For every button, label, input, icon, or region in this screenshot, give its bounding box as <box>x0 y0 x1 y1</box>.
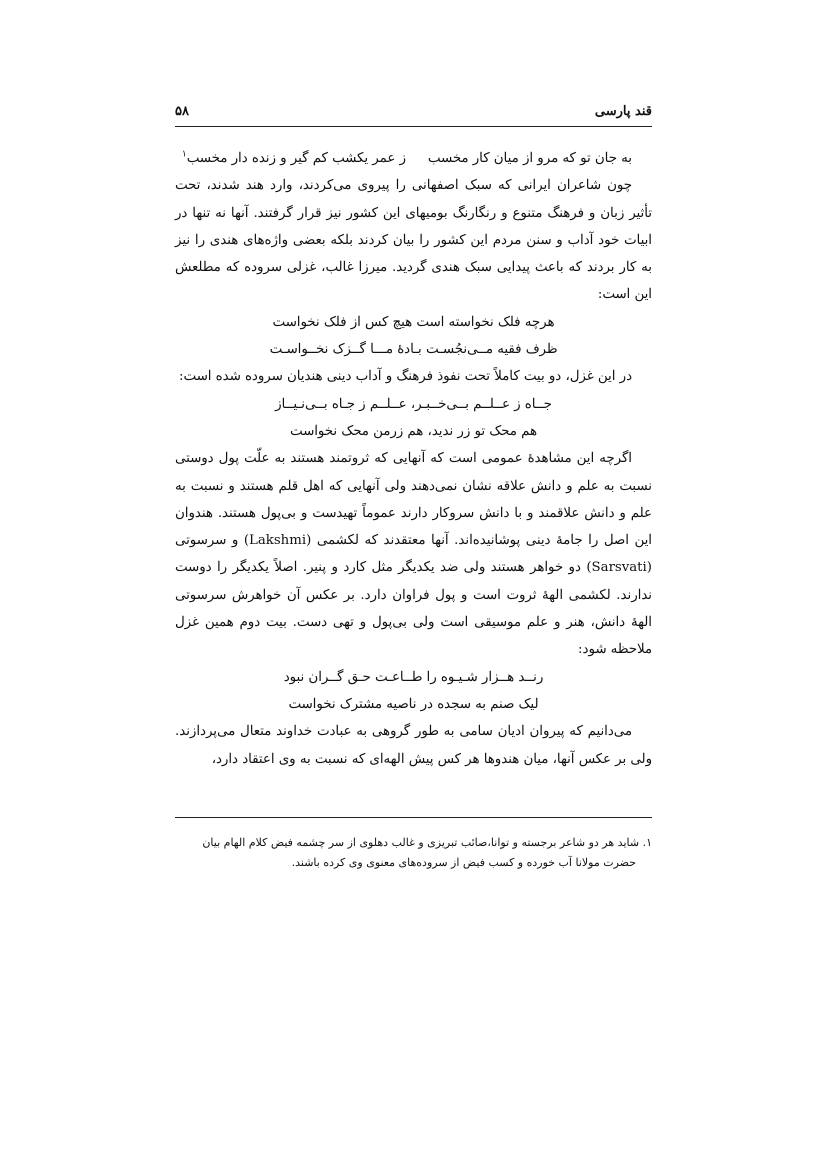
book-page <box>175 0 652 1169</box>
running-title: قند پارسی <box>594 104 652 119</box>
page-body <box>175 145 652 773</box>
footnote-rule <box>175 817 652 818</box>
paragraph-2: در این غزل، دو بیت کاملاً تحت نفوذ فرهنگ و آداب دینی هندیان سروده شده است: <box>179 369 632 385</box>
verse-1-line-1: هرچه فلک نخواسته است هیچ کس از فلک نخواست <box>272 314 555 330</box>
footnote-line-2: حضرت مولانا آب خورده و کسب فیض از سروده‌های معنوی وی کرده باشند. <box>291 856 636 869</box>
paragraph-4: می‌دانیم که پیروان ادیان سامی به طور گروهی به عبادت خداوند متعال می‌پردازند. ولی بر عکس آنها، میان هندوها هر کس پیش الهه‌ای که نسبت به وی اعتقاد دارد، <box>175 724 652 767</box>
verse-3-line-2: لیک صنم به سجده در ناصیه مشترک نخواست <box>288 696 539 712</box>
verse-3-line-1: رنــد هــزار شـیـوه را طــاعـت حـق گــران نبود <box>283 669 544 685</box>
footnote-marker[interactable]: ۱ <box>181 149 187 160</box>
paragraph-3: اگرچه این مشاهدهٔ عمومی است که آنهایی که ثروتمند هستند به علّت پول دوستی نسبت به علم و دانش علاقه نشان نمی‌دهند ولی آنهایی که اهل قلم هستند و نسبت به علم و دانش علاقمند و با دانش سروکار دارند عموماً تهیدست و بی‌پول هستند. هندوان این اصل را جامهٔ دینی پوشانیده‌اند. آنها معتقدند که لکشمی (Lakshmi) و سرسوتی (Sarsvati) دو خواهر هستند ولی ضد یکدیگر مثل کارد و پنیر. اصلاً یکدیگر را دوست ندارند. لکشمی الههٔ ثروت است و پول فراوان دارد. بر عکس آن خواهرش سرسوتی الههٔ دانش، هنر و علم موسیقی است ولی بی‌پول و تهی دست. بیت دوم همین غزل ملاحظه شود: <box>175 451 652 658</box>
opening-verse <box>175 145 652 172</box>
page-number: ۵۸ <box>175 104 189 119</box>
footnote <box>175 833 652 873</box>
paragraph-1: چون شاعران ایرانی که سبک اصفهانی را پیروی می‌کردند، وارد هند شدند، تحت تأثیر زبان و فرهنگ متنوع و رنگارنگ بومیهای این کشور نیز قرار گرفتند. آنها نه تنها در ابیات خود آداب و سنن مردم این کشور را بیان کردند بلکه بعضی واژه‌های هندی را نیز به کار بردند که باعث پیدایی سبک هندی گردید. میرزا غالب، غزلی سروده که مطلعش این است: <box>175 178 652 303</box>
verse-2-line-2: هم محک تو زر ندید، هم زرمن محک نخواست <box>290 423 537 439</box>
footnote-line-1: ۱. شاید هر دو شاعر برجسته و توانا،صائب تبریزی و غالب دهلوی از سر چشمه فیض کلام الهام بیان <box>202 836 652 849</box>
page-header <box>175 104 652 126</box>
verse-2-line-1: جــاه ز عــلــم بــی‌خــبـر، عــلــم ز جـاه بــی‌نـیــاز <box>275 396 552 412</box>
opening-verse-first-hemistich: به جان تو که مرو از میان کار مخسب <box>427 151 632 166</box>
opening-verse-second-hemistich: ز عمر یکشب کم گیر و زنده دار مخسب <box>186 151 406 166</box>
verse-1-line-2: ظرف فقیه مــی‌نجُسـت بـادهٔ مـــا گــزک نخــواسـت <box>269 342 558 358</box>
header-rule <box>175 126 652 127</box>
